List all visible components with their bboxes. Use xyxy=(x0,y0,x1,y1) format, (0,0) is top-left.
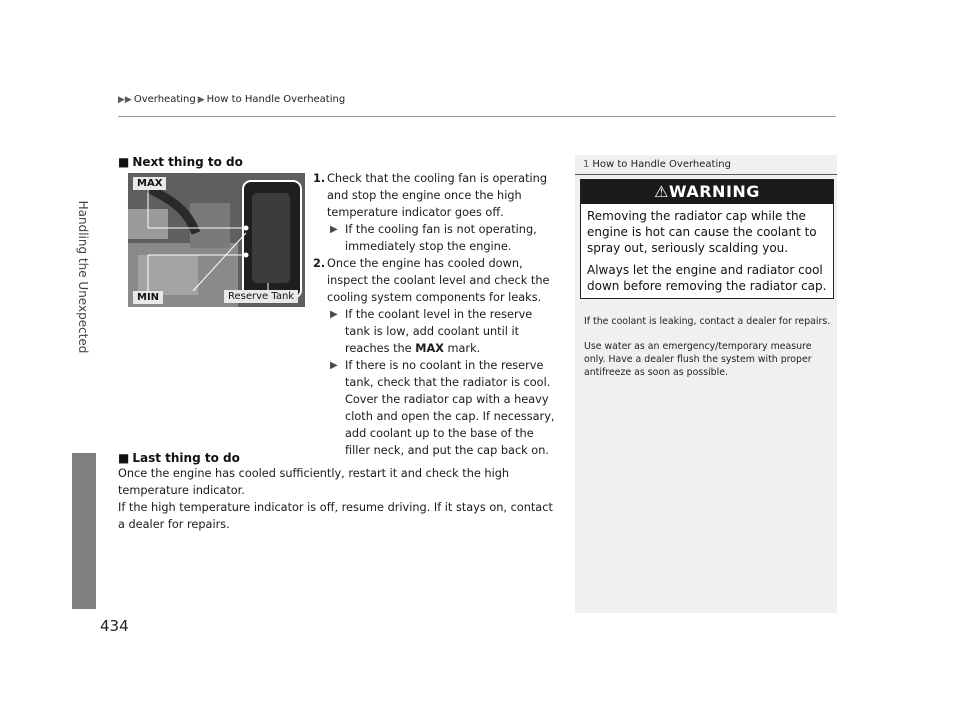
warning-text-2: Always let the engine and radiator cool down before removing the radiator cap. xyxy=(587,263,827,293)
chapter-thumb-tab xyxy=(72,453,96,609)
reserve-tank-photo xyxy=(128,173,305,307)
breadcrumb-arrow-icon: ▶▶ xyxy=(118,94,132,105)
step-1-number: 1. xyxy=(313,172,326,185)
max-mark: MAX xyxy=(415,342,444,355)
header-rule xyxy=(118,116,836,117)
warning-label: WARNING xyxy=(668,182,760,201)
sidebar-notes xyxy=(575,155,837,613)
step-2-text: Once the engine has cooled down, inspect the coolant level and check the cooling system components for leaks. xyxy=(327,257,550,304)
last-heading xyxy=(118,451,240,465)
next-heading xyxy=(118,155,243,169)
last-para-2: If the high temperature indicator is off, resume driving. If it stays on, contact a dealer for repairs. xyxy=(118,501,553,531)
step-2-substep-1-text xyxy=(345,306,560,357)
page-number: 434 xyxy=(100,617,129,635)
square-bullet-icon: ■ xyxy=(118,451,130,465)
step-2-substep-1-text-a: If the coolant level in the reserve tank is low, add coolant until it reaches the xyxy=(345,308,533,355)
step-2-substep-1-text-b: mark. xyxy=(447,342,481,355)
arrow-icon: ▶ xyxy=(330,309,338,320)
warning-text-1: Removing the radiator cap while the engine is hot can cause the coolant to spray out, seriously scalding you. xyxy=(587,209,817,255)
engine-bay-illustration xyxy=(128,173,305,307)
chapter-side-label xyxy=(72,105,94,450)
warning-triangle-icon: ⚠ xyxy=(654,182,669,201)
reserve-tank-label: Reserve Tank xyxy=(224,290,298,303)
breadcrumb xyxy=(118,94,345,105)
step-1-substep-text: If the cooling fan is not operating, immediately stop the engine. xyxy=(345,223,537,253)
sidebar-title xyxy=(583,159,731,170)
breadcrumb-section[interactable]: Overheating xyxy=(133,94,196,105)
max-label: MAX xyxy=(133,177,166,190)
breadcrumb-page[interactable]: How to Handle Overheating xyxy=(206,94,346,105)
arrow-icon: ▶ xyxy=(330,360,338,371)
square-bullet-icon: ■ xyxy=(118,155,130,169)
breadcrumb-arrow-icon: ▶ xyxy=(197,94,205,105)
sidebar-title-text: How to Handle Overheating xyxy=(592,159,731,170)
min-label: MIN xyxy=(133,291,163,304)
warning-header xyxy=(581,180,833,204)
step-1 xyxy=(313,170,559,221)
step-2-number: 2. xyxy=(313,257,326,270)
chapter-title: Handling the Unexpected xyxy=(76,200,90,354)
sidebar-note-2: Use water as an emergency/temporary measure only. Have a dealer flush the system with proper antifreeze as soon as possible. xyxy=(584,341,812,378)
warning-box xyxy=(580,179,834,299)
sidebar-rule xyxy=(575,174,837,175)
step-1-text: Check that the cooling fan is operating and stop the engine once the high temperature indicator goes off. xyxy=(327,172,548,219)
reference-mark-icon: 1 xyxy=(583,159,590,170)
sidebar-note-1: If the coolant is leaking, contact a dealer for repairs. xyxy=(584,316,831,327)
step-2-substep-2-text: If there is no coolant in the reserve tank, check that the radiator is cool. Cover the radiator cap with a heavy cloth and open the cap. If necessary, add coolant up to the base of the filler neck, and put the cap back on. xyxy=(345,359,555,457)
next-heading-text: Next thing to do xyxy=(132,155,243,169)
last-heading-text: Last thing to do xyxy=(132,451,240,465)
arrow-icon: ▶ xyxy=(330,224,338,235)
last-para-1: Once the engine has cooled sufficiently, restart it and check the high temperature indicator. xyxy=(118,467,510,497)
